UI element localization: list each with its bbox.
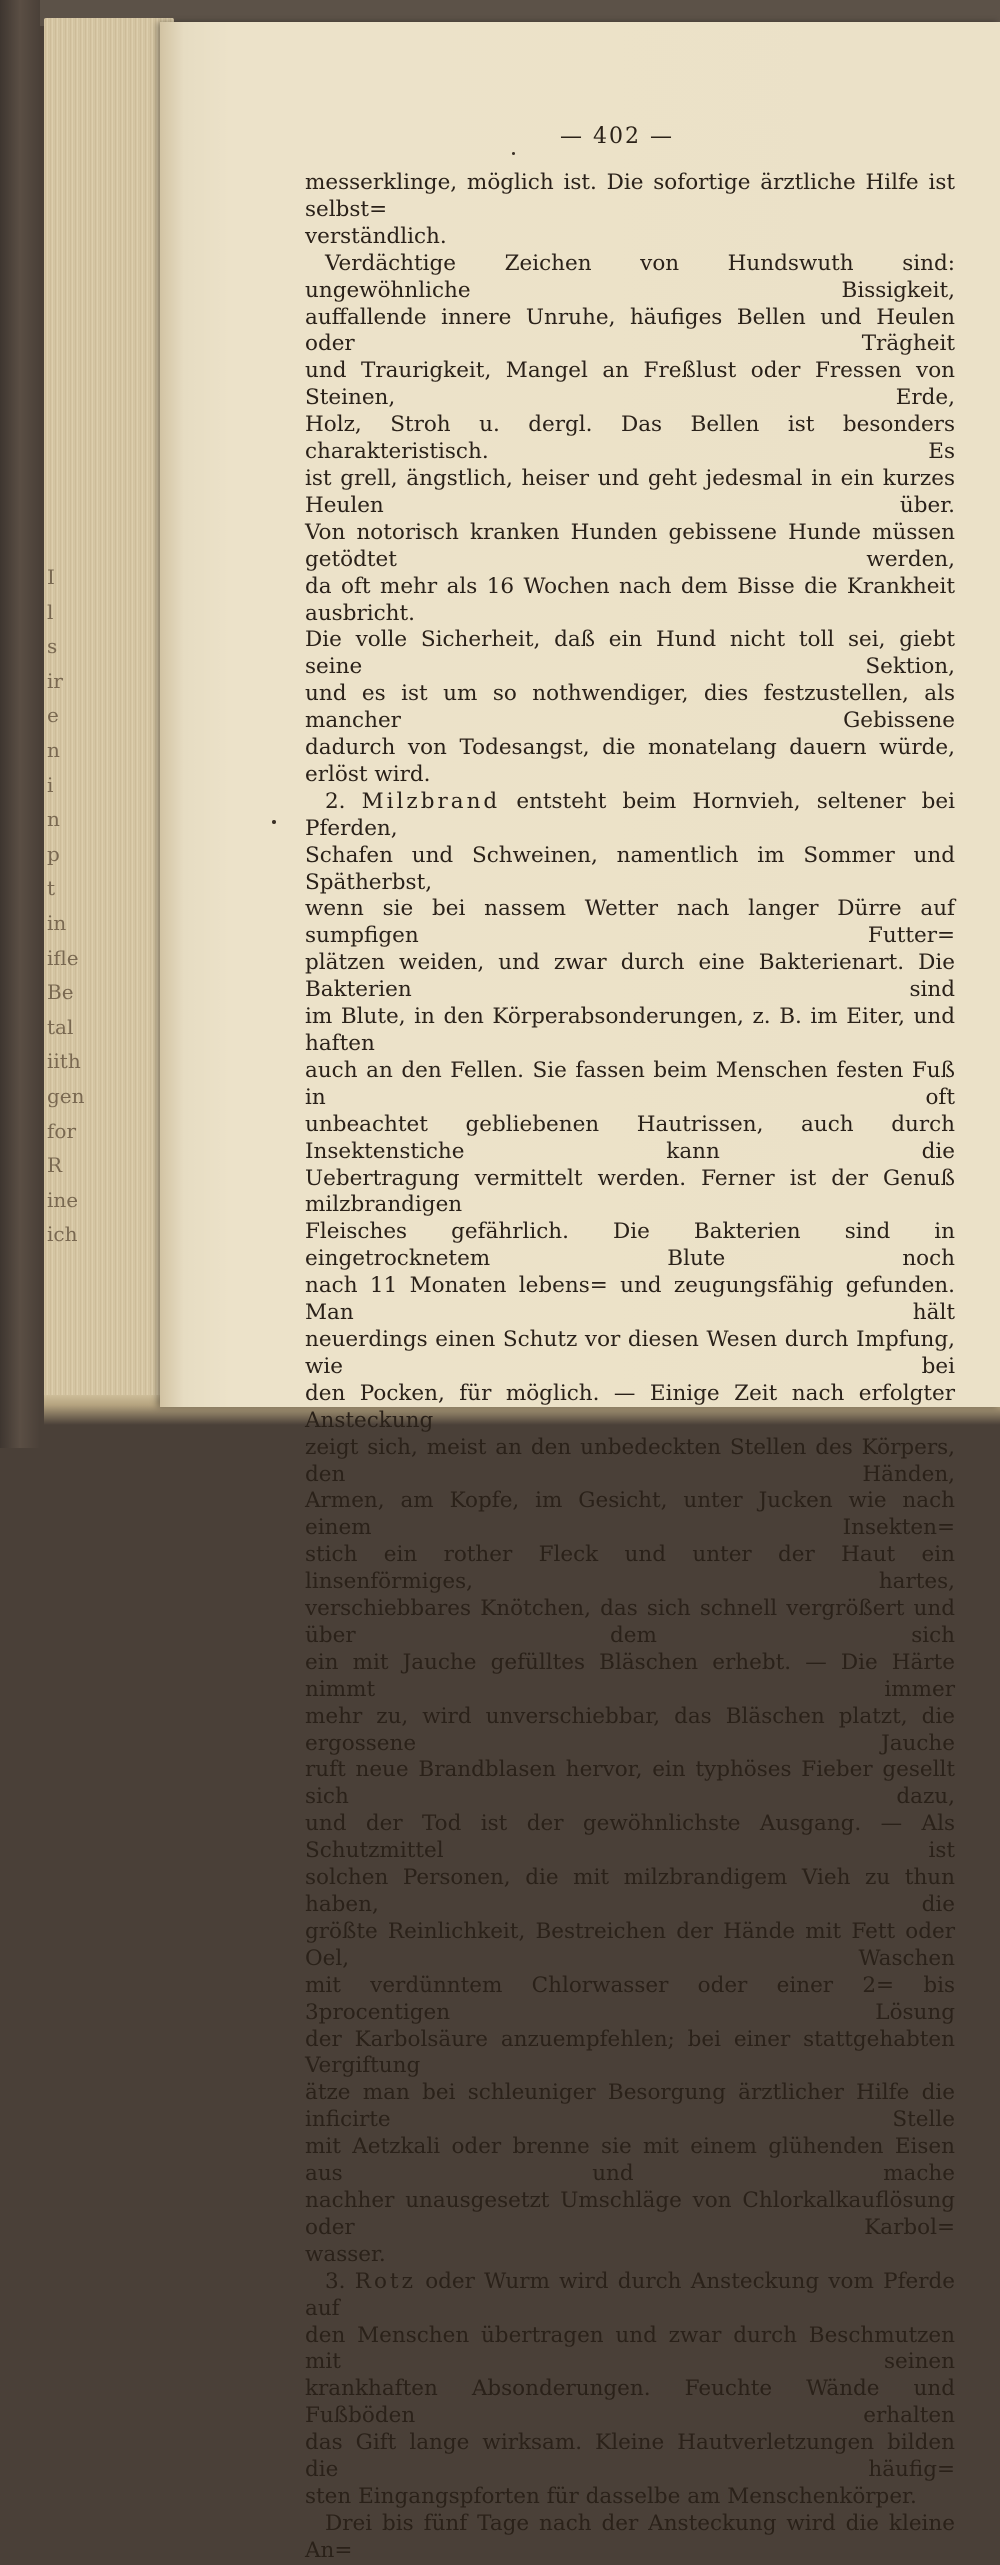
gutter-fragment: p [47, 841, 60, 866]
text-line [305, 681, 955, 735]
text-line [305, 1865, 955, 1919]
text-line [305, 1704, 955, 1758]
text-line [305, 843, 955, 897]
line-text: Schafen und Schweinen, namentlich im Sommer und Spätherbst, [305, 842, 955, 895]
text-line [305, 1650, 955, 1704]
section-term: Rotz [354, 2268, 416, 2294]
line-text: mit Aetzkali oder brenne sie mit einem glühenden Eisen aus und mache [305, 2134, 955, 2187]
gutter-fragment: for [47, 1118, 77, 1143]
gutter-fragment: ir [47, 668, 63, 693]
line-text: auffallende innere Unruhe, häufiges Bellen und Heulen oder Trägheit [305, 304, 955, 357]
text-line [305, 735, 955, 789]
line-text: den Menschen übertragen und zwar durch Beschmutzen mit seinen [305, 2322, 955, 2375]
gutter-fragment: I [47, 565, 55, 589]
line-text: plätzen weiden, und zwar durch eine Bakterienart. Die Bakterien sind [305, 950, 955, 1003]
text-line [305, 1811, 955, 1865]
body-text [305, 170, 955, 2565]
text-line [305, 1381, 955, 1435]
text-line [305, 2134, 955, 2188]
text-line [305, 1058, 955, 1112]
line-text: Fleisches gefährlich. Die Bakterien sind in eingetrocknetem Blute noch [305, 1219, 955, 1272]
text-line [305, 2484, 955, 2511]
gutter-fragment: in [47, 910, 67, 935]
gutter-fragment: Be [47, 980, 74, 1005]
line-text: Von notorisch kranken Hunden gebissene Hunde müssen getödtet werden, [305, 519, 955, 572]
line-text: Holz, Stroh u. dergl. Das Bellen ist besonders charakteristisch. Es [305, 412, 955, 465]
paragraph [305, 2269, 955, 2511]
text-line [305, 1973, 955, 2027]
gutter-bleed-text [47, 560, 85, 1252]
text-line [305, 950, 955, 1004]
line-text: größte Reinlichkeit, Bestreichen der Hände mit Fett oder Oel, Waschen [305, 1918, 955, 1971]
line-text: ruft neue Brandblasen hervor, ein typhöses Fieber gesellt sich dazu, [305, 1757, 955, 1810]
gutter-fragment: s [47, 634, 58, 659]
text-line [305, 1919, 955, 1973]
section-number: 2. [325, 788, 346, 814]
line-text: Verdächtige Zeichen von Hundswuth sind: ungewöhnliche Bissigkeit, [305, 250, 955, 303]
line-text: mit verdünntem Chlorwasser oder einer 2= bis 3procentigen Lösung [305, 1972, 955, 2025]
gutter-fragment: i [47, 772, 54, 797]
line-text: und Traurigkeit, Mangel an Freßlust oder Fressen von Steinen, Erde, [305, 358, 955, 411]
text-line [305, 1004, 955, 1058]
gutter-fragment: tal [47, 1014, 74, 1039]
line-text: verständlich. [305, 223, 447, 249]
gutter-fragment: iith [47, 1049, 81, 1074]
section-term: Milzbrand [361, 788, 501, 814]
text-line [305, 2027, 955, 2081]
text-line [305, 896, 955, 950]
text-line [305, 2323, 955, 2377]
text-line [305, 1273, 955, 1327]
text-line [305, 1757, 955, 1811]
text-line [305, 2269, 955, 2323]
text-line [305, 1596, 955, 1650]
line-text: den Pocken, für möglich. — Einige Zeit nach erfolgter Ansteckung [305, 1380, 955, 1433]
paragraph [305, 170, 955, 251]
line-text: wasser. [305, 2241, 386, 2267]
line-text: Armen, am Kopfe, im Gesicht, unter Jucken wie nach einem Insekten= [305, 1488, 955, 1541]
text-line [305, 520, 955, 574]
line-text: stich ein rother Fleck und unter der Haut ein linsenförmiges, hartes, [305, 1542, 955, 1595]
gutter-fragment: ifle [47, 945, 79, 970]
line-text: solchen Personen, die mit milzbrandigem Vieh zu thun haben, die [305, 1865, 955, 1917]
line-text: verschiebbares Knötchen, das sich schnell vergrößert und über dem sich [305, 1596, 955, 1648]
paragraph [305, 789, 955, 2269]
text-line [305, 2080, 955, 2134]
line-text: zeigt sich, meist an den unbedeckten Stellen des Körpers, den Händen, [305, 1434, 955, 1487]
line-text: der Karbolsäure anzuempfehlen; bei einer stattgehabten Vergiftung [305, 2026, 955, 2079]
line-text: unbeachtet gebliebenen Hautrissen, auch durch Insektenstiche kann die [305, 1111, 955, 1164]
line-text: dadurch von Todesangst, die monatelang dauern würde, erlöst wird. [305, 735, 955, 787]
text-line [305, 466, 955, 520]
line-text: oder Wurm wird durch Ansteckung vom Pferde auf [305, 2268, 956, 2321]
line-text: Drei bis fünf Tage nach der Ansteckung wird die kleine An= [305, 2510, 955, 2563]
text-line [305, 1327, 955, 1381]
text-line [305, 224, 955, 251]
text-line [305, 789, 955, 843]
gutter-fragment: R [47, 1153, 63, 1178]
line-text: da oft mehr als 16 Wochen nach dem Bisse die Krankheit ausbricht. [305, 573, 955, 626]
text-line [305, 1219, 955, 1273]
text-line [305, 358, 955, 412]
line-text: Uebertragung vermittelt werden. Ferner ist der Genuß milzbrandigen [305, 1165, 955, 1218]
gutter-fragment: t [47, 876, 56, 901]
text-line [305, 2242, 955, 2269]
text-line [305, 2376, 955, 2430]
text-line [305, 2511, 955, 2565]
line-text: neuerdings einen Schutz vor diesen Wesen durch Impfung, wie bei [305, 1326, 955, 1379]
gutter-fragment: e [47, 703, 59, 728]
gutter-fragment: gen [47, 1083, 85, 1108]
line-text: Die volle Sicherheit, daß ein Hund nicht toll sei, giebt seine Sektion, [305, 627, 955, 680]
text-line [305, 1112, 955, 1166]
line-text: ein mit Jauche gefülltes Bläschen erhebt. — Die Härte nimmt immer [305, 1649, 955, 1702]
text-line [305, 574, 955, 628]
ink-speck [272, 820, 276, 824]
text-line [305, 627, 955, 681]
gutter-fragment: n [47, 807, 60, 832]
line-text: auch an den Fellen. Sie fassen beim Menschen festen Fuß in oft [305, 1057, 955, 1110]
gutter-fragment: ine [47, 1187, 79, 1212]
paragraph [305, 2511, 955, 2565]
line-text: sten Eingangspforten für dasselbe am Menschenkörper. [305, 2483, 917, 2509]
gutter-fragment: l [47, 599, 54, 624]
line-text: im Blute, in den Körperabsonderungen, z. B. im Eiter, und haften [305, 1004, 955, 1056]
line-text: krankhaften Absonderungen. Feuchte Wände und Fußböden erhalten [305, 2376, 955, 2429]
section-number: 3. [325, 2268, 346, 2294]
text-line [305, 305, 955, 359]
paragraph [305, 251, 955, 789]
line-text: wenn sie bei nassem Wetter nach langer Dürre auf sumpfigen Futter= [305, 896, 955, 949]
line-text: entsteht beim Hornvieh, seltener bei Pferden, [305, 788, 955, 841]
line-text: mehr zu, wird unverschiebbar, das Bläschen platzt, die ergossene Jauche [305, 1703, 955, 1756]
line-text: messerklinge, möglich ist. Die sofortige ärztliche Hilfe ist selbst= [305, 170, 955, 222]
text-line [305, 2430, 955, 2484]
text-line [305, 1542, 955, 1596]
line-text: das Gift lange wirksam. Kleine Hautverletzungen bilden die häufig= [305, 2430, 955, 2483]
gutter-fragment: ich [47, 1222, 78, 1247]
page-number: — 402 — [560, 124, 674, 149]
line-text: ätze man bei schleuniger Besorgung ärztlicher Hilfe die inficirte Stelle [305, 2080, 955, 2133]
text-line [305, 412, 955, 466]
text-line [305, 251, 955, 305]
line-text: und es ist um so nothwendiger, dies festzustellen, als mancher Gebissene [305, 681, 955, 734]
line-text: und der Tod ist der gewöhnlichste Ausgang. — Als Schutzmittel ist [305, 1811, 955, 1864]
text-line [305, 2188, 955, 2242]
text-line [305, 1166, 955, 1220]
line-text: nachher unausgesetzt Umschläge von Chlorkalkauflösung oder Karbol= [305, 2187, 955, 2240]
ink-speck [512, 152, 515, 155]
text-line [305, 170, 955, 224]
text-line [305, 1488, 955, 1542]
text-line [305, 1435, 955, 1489]
line-text: ist grell, ängstlich, heiser und geht jedesmal in ein kurzes Heulen über. [305, 465, 955, 518]
line-text: nach 11 Monaten lebens= und zeugungsfähig gefunden. Man hält [305, 1273, 955, 1326]
gutter-fragment: n [47, 737, 60, 762]
